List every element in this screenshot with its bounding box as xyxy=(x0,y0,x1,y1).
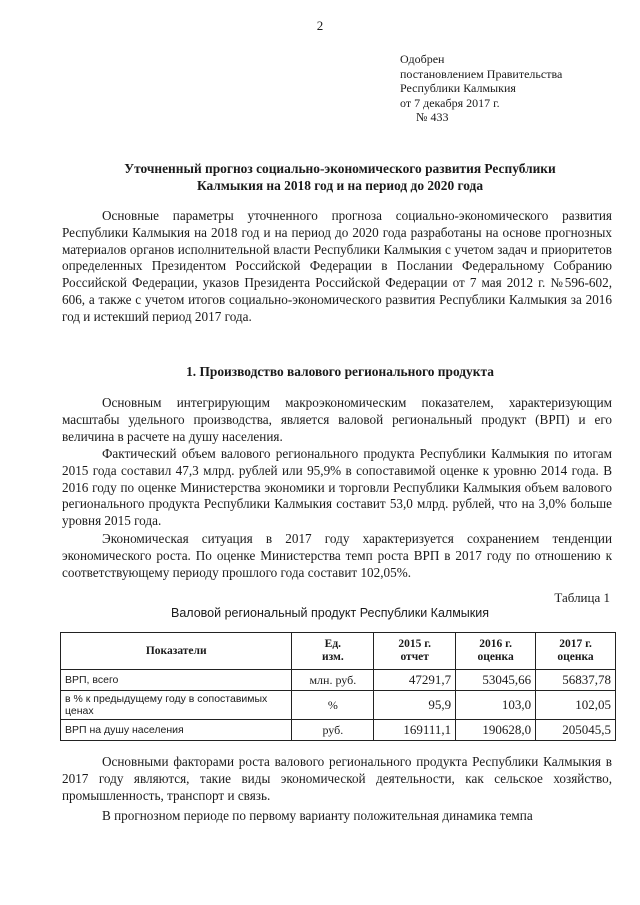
table-header-row xyxy=(61,633,616,670)
table-cell: 205045,5 xyxy=(536,720,616,741)
table-row xyxy=(61,670,616,691)
table-header: 2016 г. оценка xyxy=(456,633,536,670)
approval-line: Одобрен xyxy=(400,52,445,66)
table-cell: 53045,66 xyxy=(456,670,536,691)
approval-stamp xyxy=(400,52,562,125)
document-title-line: Калмыкия на 2018 год и на период до 2020 года xyxy=(196,178,484,193)
table-cell: 169111,1 xyxy=(374,720,456,741)
table-cell: млн. руб. xyxy=(292,670,374,691)
section-heading: 1. Производство валового регионального продукта xyxy=(186,364,494,379)
approval-line: Республики Калмыкия xyxy=(400,81,516,95)
table-cell: 56837,78 xyxy=(536,670,616,691)
table-header: Ед. изм. xyxy=(292,633,374,670)
document-title-line: Уточненный прогноз социально-экономического развития Республики xyxy=(124,161,556,176)
table-cell: 47291,7 xyxy=(374,670,456,691)
approval-line: от 7 декабря 2017 г. xyxy=(400,95,500,110)
table-header: 2015 г. отчет xyxy=(374,633,456,670)
table-cell: % xyxy=(292,691,374,720)
table-cell: 95,9 xyxy=(374,691,456,720)
table-cell: ВРП, всего xyxy=(61,670,292,691)
table-cell: 103,0 xyxy=(456,691,536,720)
table-cell: в % к предыдущему году в сопоставимых ценах xyxy=(61,691,292,720)
approval-number: № 433 xyxy=(416,110,449,124)
paragraph-growth-factors: Основными факторами роста валового регионального продукта Республики Калмыкия в 2017 году являются, такие виды экономической деятельности, как сельское хозяйство, промышленность, транспорт и связь. xyxy=(62,754,612,803)
table-cell: руб. xyxy=(292,720,374,741)
gdp-table xyxy=(60,632,616,741)
page-number: 2 xyxy=(316,18,324,33)
table-caption: Валовой региональный продукт Республики Калмыкия xyxy=(170,606,489,620)
intro-paragraph: Основные параметры уточненного прогноза социально-экономического развития Республики Калмыкия на 2018 год и на период до 2020 года разработаны на основе прогнозных материалов органов исполнительной власти Республики Калмыкия с учетом задач и приоритетов определенных Президентом Российской Федерации в Послании Федеральному Собранию Российской Федерации, указов Президента Российской Федерации от 7 мая 2012 г. №596-602, 606, а также с учетом итогов социально-экономического развития Республики Калмыкия за 2016 год и истекший период 2017 года. xyxy=(62,208,612,324)
table-header: 2017 г. оценка xyxy=(536,633,616,670)
document-title xyxy=(40,160,640,194)
table-header: Показатели xyxy=(61,633,292,670)
table-cell: 190628,0 xyxy=(456,720,536,741)
approval-line: постановлением Правительства xyxy=(400,66,563,81)
table-cell: ВРП на душу населения xyxy=(61,720,292,741)
table-row xyxy=(61,691,616,720)
table-row xyxy=(61,720,616,741)
table-label: Таблица 1 xyxy=(554,590,610,605)
paragraph-gdp-definition: Основным интегрирующим макроэкономическим показателем, характеризующим масштабы удельного производства, является валовой региональный продукт (ВРП) и его величина в расчете на душу населения. xyxy=(62,395,612,444)
paragraph-forecast: В прогнозном периоде по первому варианту положительная динамика темпа xyxy=(102,808,533,823)
paragraph-economic-situation: Экономическая ситуация в 2017 году характеризуется сохранением тенденции экономического роста. По оценке Министерства темп роста ВРП в 2017 году по отношению к соответствующему периоду прошлого года составит 102,05%. xyxy=(62,531,612,580)
paragraph-gdp-facts: Фактический объем валового регионального продукта Республики Калмыкия по итогам 2015 года составил 47,3 млрд. рублей или 95,9% в сопоставимой оценке к уровню 2014 года. В 2016 году по оценке Министерства экономики и торговли Республики Калмыкия объем валового регионального продукта Республики Калмыкия составит 53,0 млрд. рублей, что на 3,0% больше уровня 2015 года. xyxy=(62,446,612,529)
table-cell: 102,05 xyxy=(536,691,616,720)
